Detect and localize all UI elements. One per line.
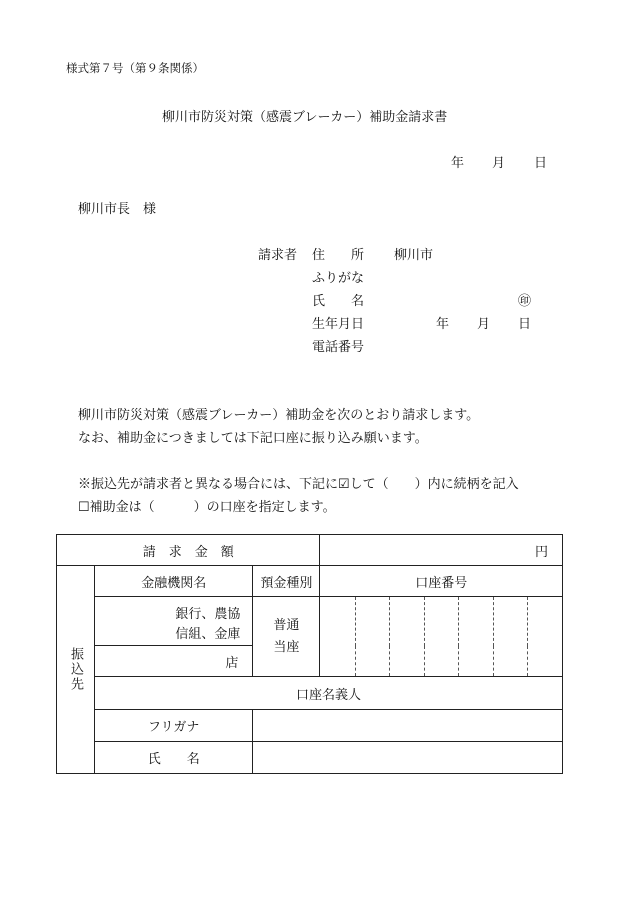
transfer-destination-label: 振込先 <box>68 647 84 692</box>
birth-year-label: 年 <box>436 317 450 332</box>
deposit-type-cell[interactable] <box>253 597 320 677</box>
account-digit-3[interactable] <box>389 597 424 677</box>
designate-account-checkbox[interactable]: ☐ <box>78 500 90 515</box>
birthdate-label: 生年月日 <box>312 317 365 332</box>
birth-month-label: 月 <box>477 317 491 332</box>
transfer-request: なお、補助金につきましては下記口座に振り込み願います。 <box>78 431 428 446</box>
amount-unit: 円 <box>534 544 548 560</box>
payee-note-text: ※振込先が請求者と異なる場合には、下記に <box>78 477 339 492</box>
designate-account-text: 補助金は（ ）の口座を指定します。 <box>89 500 336 515</box>
account-holder-header: 口座名義人 <box>296 687 362 703</box>
account-number-header: 口座番号 <box>415 575 468 591</box>
applicant-label: 請求者 <box>258 248 298 263</box>
account-digit-4[interactable] <box>424 597 458 677</box>
institution-header-cell <box>95 566 253 597</box>
account-digit-7[interactable] <box>527 597 562 677</box>
addressee: 柳川市長 様 <box>78 202 157 217</box>
account-holder-header-cell <box>95 677 563 710</box>
amount-input-cell[interactable] <box>320 535 563 566</box>
deposit-type-header: 預金種別 <box>260 575 313 591</box>
institution-header: 金融機関名 <box>141 575 207 591</box>
account-digit-6[interactable] <box>493 597 527 677</box>
account-number-header-cell <box>320 566 563 597</box>
birth-day-label: 日 <box>518 317 532 332</box>
payee-note-line2 <box>78 496 336 515</box>
deposit-type-ordinary[interactable]: 普通 <box>273 617 300 633</box>
bank-name-cell[interactable] <box>95 597 253 646</box>
bank-transfer-table <box>56 534 563 774</box>
name-label: 氏 名 <box>312 294 365 309</box>
branch-label: 店 <box>225 655 239 671</box>
account-digit-5[interactable] <box>458 597 493 677</box>
furigana-label: ふりがな <box>312 271 365 286</box>
form-number: 様式第７号（第９条関係） <box>66 61 204 75</box>
seal-mark: ㊞ <box>518 294 532 309</box>
deposit-type-header-cell <box>253 566 320 597</box>
bank-type-line2: 信組、金庫 <box>175 627 241 642</box>
amount-label-cell <box>57 535 320 566</box>
transfer-destination-cell <box>57 566 95 774</box>
phone-label: 電話番号 <box>312 340 365 355</box>
address-value[interactable]: 柳川市 <box>394 248 434 263</box>
date-year-label: 年 <box>451 156 465 171</box>
date-day-label: 日 <box>534 156 548 171</box>
holder-furigana-label-cell <box>95 710 253 742</box>
request-statement: 柳川市防災対策（感震ブレーカー）補助金を次のとおり請求します。 <box>78 408 480 423</box>
holder-name-input[interactable] <box>253 742 563 774</box>
holder-name-label: 氏 名 <box>147 752 200 767</box>
date-month-label: 月 <box>492 156 506 171</box>
account-digit-2[interactable] <box>355 597 389 677</box>
holder-name-label-cell <box>95 742 253 774</box>
bank-type-line1: 銀行、農協 <box>175 607 241 622</box>
account-digit-1[interactable] <box>320 597 355 677</box>
payee-note-line1 <box>78 473 519 492</box>
document-title: 柳川市防災対策（感震ブレーカー）補助金請求書 <box>162 110 448 125</box>
check-mark-icon: ☑ <box>338 477 350 492</box>
address-label: 住 所 <box>312 248 365 263</box>
amount-label: 請 求 金 額 <box>142 544 234 560</box>
holder-furigana-label: フリガナ <box>148 720 200 735</box>
branch-cell[interactable] <box>95 646 253 677</box>
holder-furigana-input[interactable] <box>253 710 563 742</box>
payee-note-text-after: して（ ）内に続柄を記入 <box>349 477 519 492</box>
deposit-type-current[interactable]: 当座 <box>273 639 300 655</box>
